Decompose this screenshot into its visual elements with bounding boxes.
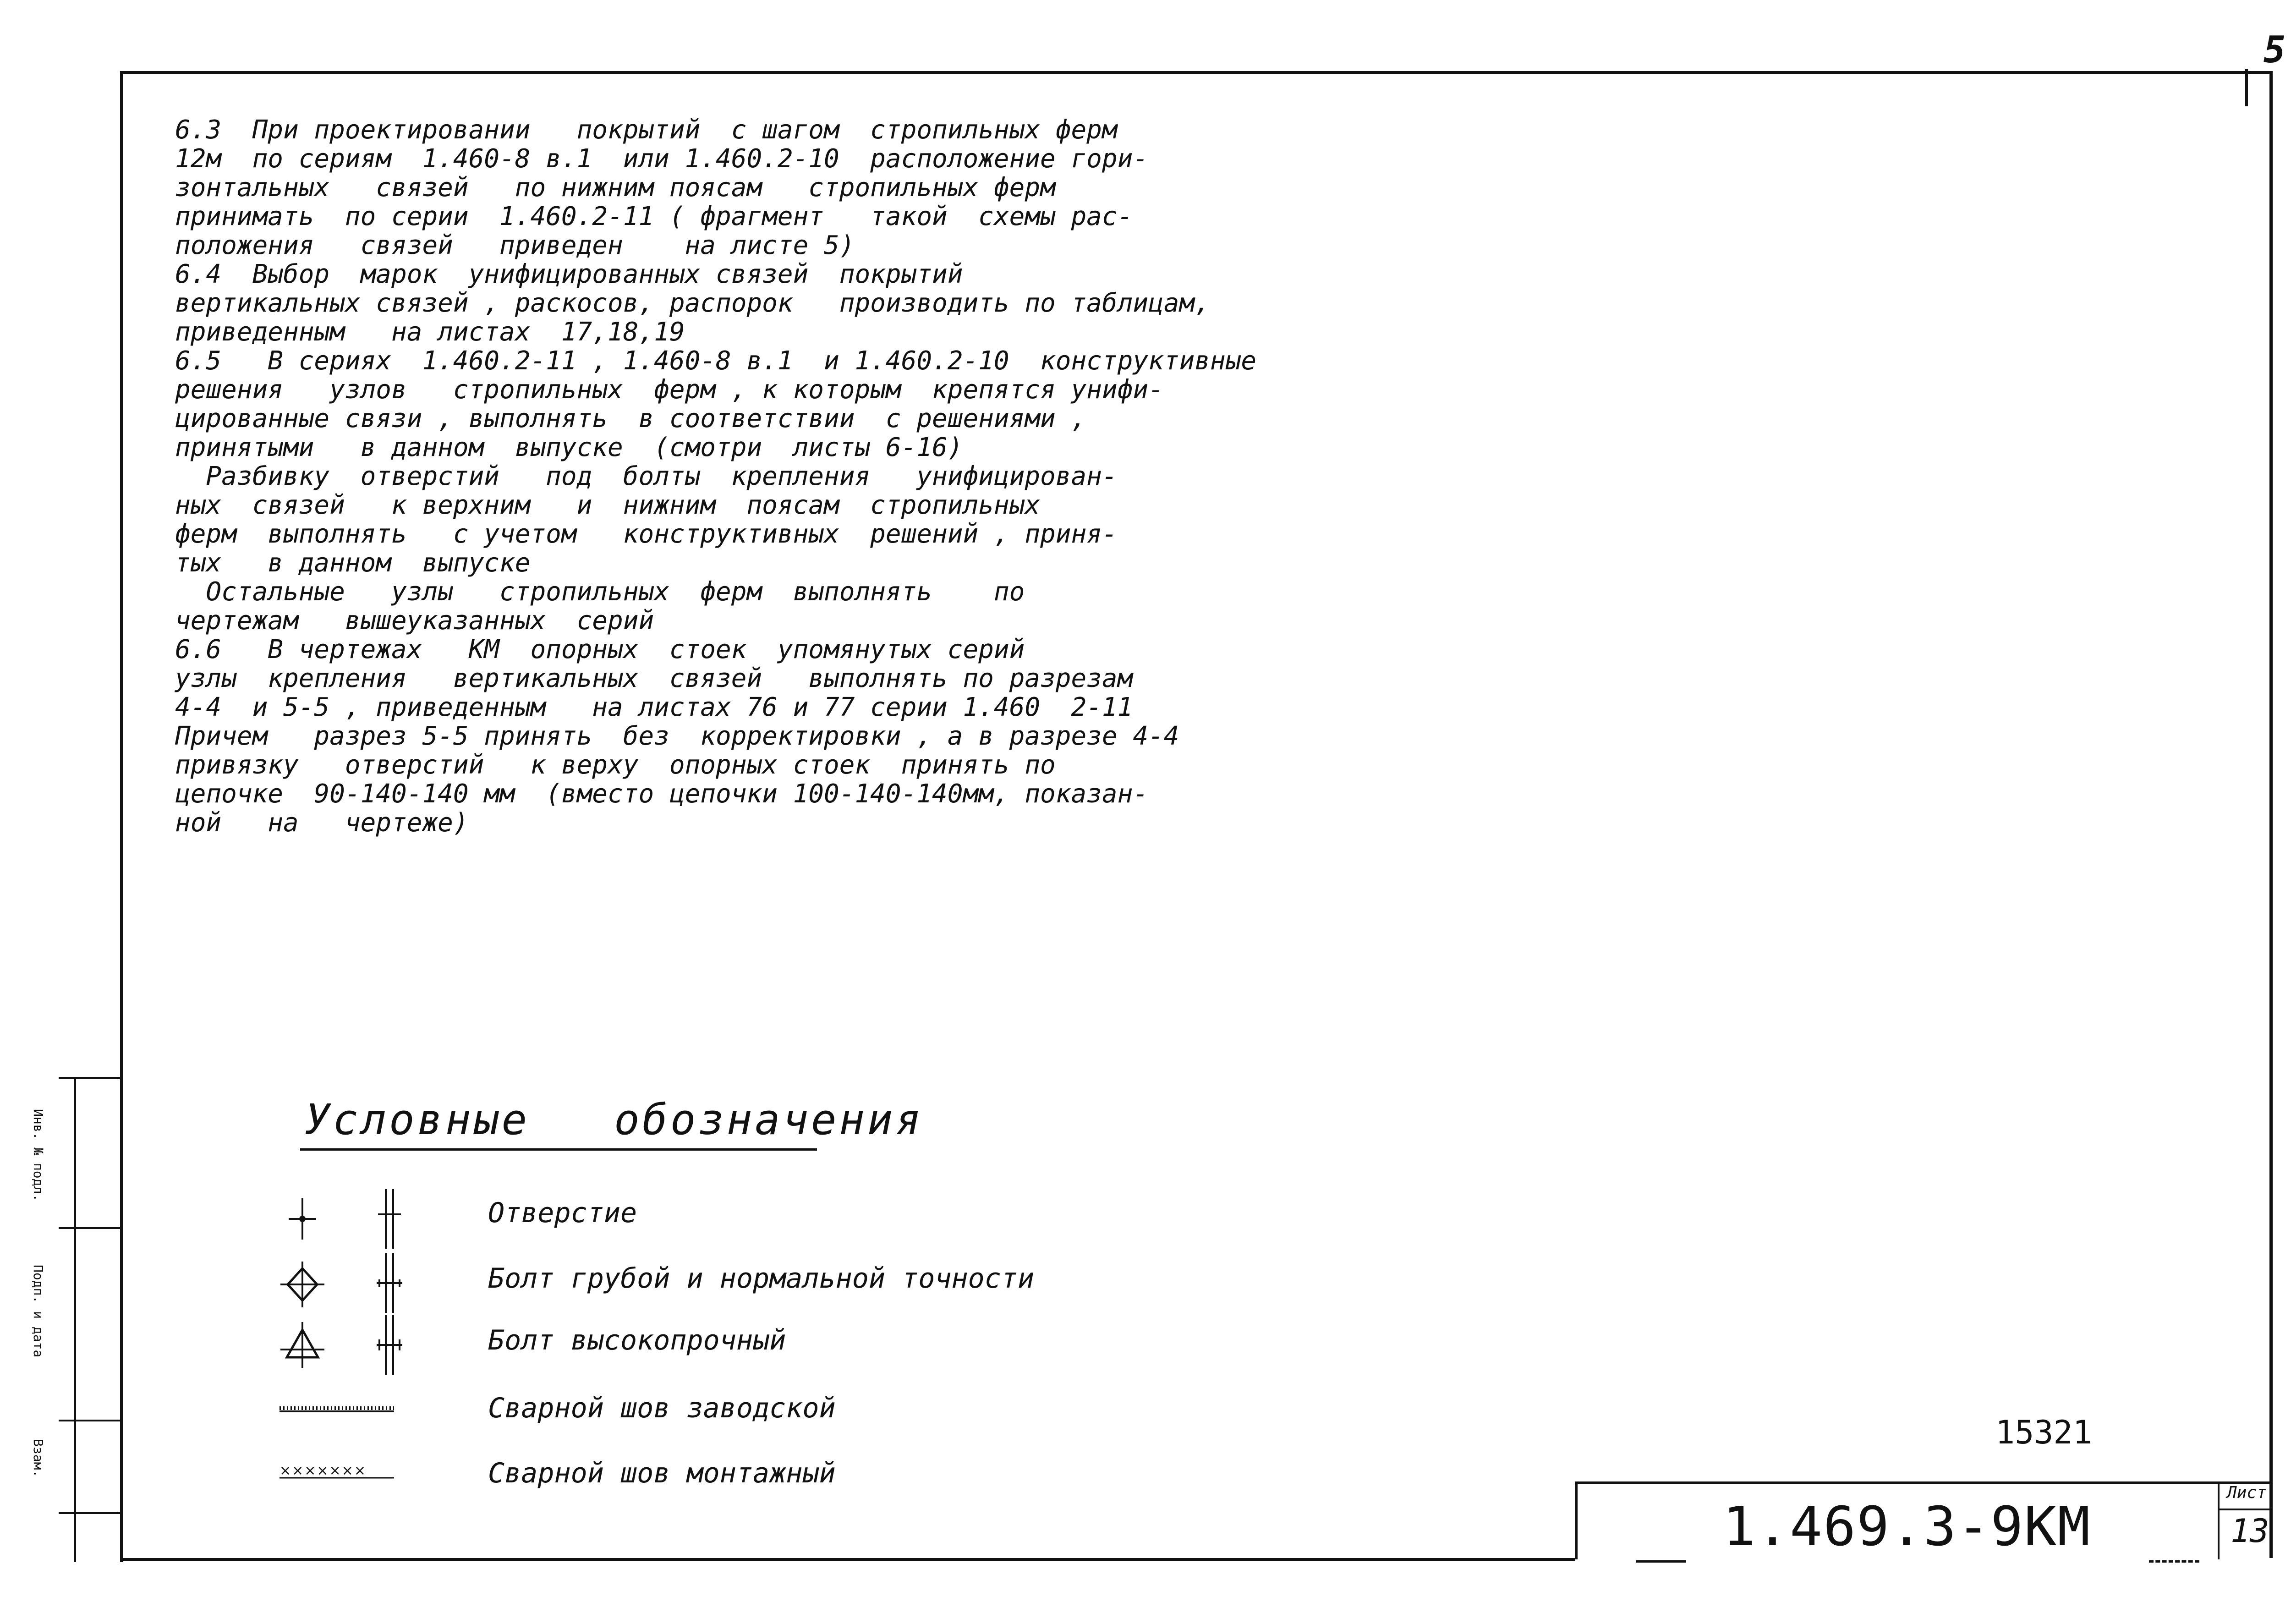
frame-left-border (120, 71, 123, 1562)
side-stamp-row-line (59, 1512, 120, 1514)
hole-icon (275, 1196, 330, 1242)
legend-title-underline (300, 1148, 817, 1151)
note-line: зонтальных связей по нижним поясам стропильных ферм (175, 173, 1056, 203)
note-line: Остальные узлы стропильных ферм выполнять по (175, 577, 1025, 607)
svg-text:×××××××: ××××××× (280, 1464, 367, 1479)
note-line: тых в данном выпуске (175, 548, 531, 578)
legend-label-factory-weld: Сварной шов заводской (488, 1392, 836, 1424)
note-line: ных связей к верхним и нижним поясам стропильных (175, 490, 1041, 520)
title-block-top-border (1575, 1481, 2271, 1484)
sheet-number: 13 (2231, 1512, 2269, 1550)
notes-body (175, 115, 1257, 838)
note-line: Разбивку отверстий под болты крепления унифицирован- (175, 461, 1118, 491)
side-stamp-label: Инв. № подл. (31, 1109, 46, 1202)
side-stamp-label: Подп. и дата (31, 1265, 46, 1358)
side-stamp-row-line (59, 1227, 120, 1229)
note-line: чертежам вышеуказанных серий (175, 606, 654, 636)
note-line: ферм выполнять с учетом конструктивных решений , приня- (175, 519, 1118, 549)
hole-side-icon (371, 1187, 408, 1251)
note-line: цепочке 90-140-140 мм (вместо цепочки 100-140-140мм, показан- (175, 779, 1149, 809)
frame-right-border (2269, 71, 2273, 1558)
note-line: узлы крепления вертикальных связей выполнять по разрезам (175, 664, 1133, 693)
title-block-sheet-divider (2218, 1509, 2271, 1510)
title-block-dash (2149, 1560, 2199, 1563)
note-line: 12м по сериям 1.460-8 в.1 или 1.460.2-10 расположение гори- (175, 144, 1149, 174)
note-line: 6.6 В чертежах КМ опорных стоек упомянутых серий (175, 635, 1025, 664)
note-line: приведенным на листах 17,18,19 (175, 317, 685, 347)
rough-bolt-icon (271, 1259, 334, 1310)
side-stamp-strip (59, 1077, 120, 1564)
frame-top-border (120, 71, 2273, 74)
title-block-dash (1636, 1560, 1686, 1563)
legend-label-high-strength-bolt: Болт высокопрочный (488, 1324, 786, 1356)
high-strength-bolt-side-icon (371, 1313, 408, 1377)
side-stamp-divider (74, 1077, 76, 1562)
rough-bolt-side-icon (371, 1251, 408, 1315)
note-line: 6.5 В сериях 1.460.2-11 , 1.460-8 в.1 и 1.460.2-10 конструктивные (175, 346, 1257, 376)
legend-label-hole: Отверстие (488, 1197, 637, 1229)
note-line: принятыми в данном выпуске (смотри листы 6-16) (175, 433, 963, 462)
note-line: вертикальных связей , раскосов, распорок производить по таблицам, (175, 288, 1210, 318)
note-line: положения связей приведен на листе 5) (175, 230, 855, 260)
frame-bottom-border (120, 1558, 1575, 1561)
legend-title: Условные обозначения (305, 1095, 924, 1144)
stamp-number: 15321 (1995, 1414, 2092, 1451)
note-line: 4-4 и 5-5 , приведенным на листах 76 и 77 серии 1.460 2-11 (175, 692, 1133, 722)
note-line: принимать по серии 1.460.2-11 ( фрагмент такой схемы рас- (175, 202, 1133, 231)
note-line: ной на чертеже) (175, 808, 469, 838)
side-stamp-row-line (59, 1420, 120, 1421)
title-block-divider (2218, 1481, 2220, 1559)
high-strength-bolt-icon (271, 1320, 334, 1370)
note-line: решения узлов стропильных ферм , к которым крепятся унифи- (175, 375, 1164, 405)
site-weld-icon (280, 1464, 399, 1482)
note-line: привязку отверстий к верху опорных стоек принять по (175, 750, 1056, 780)
note-line: 6.4 Выбор марок унифицированных связей покрытий (175, 259, 963, 289)
note-line: 6.3 При проектировании покрытий с шагом стропильных ферм (175, 115, 1118, 145)
legend-label-rough-bolt: Болт грубой и нормальной точности (488, 1262, 1035, 1295)
factory-weld-icon (280, 1402, 399, 1416)
corner-page-number: 5 (2264, 28, 2286, 71)
legend-label-site-weld: Сварной шов монтажный (488, 1457, 836, 1489)
title-block-left-border (1575, 1481, 1578, 1559)
note-line: Причем разрез 5-5 принять без корректировки , а в разрезе 4-4 (175, 721, 1179, 751)
corner-tick (2245, 69, 2248, 106)
note-line: цированные связи , выполнять в соответствии с решениями , (175, 404, 1087, 433)
document-code: 1.469.3-9КМ (1723, 1495, 2091, 1558)
sheet-label: Лист (2227, 1483, 2267, 1502)
side-stamp-label: Взам. (31, 1439, 46, 1478)
